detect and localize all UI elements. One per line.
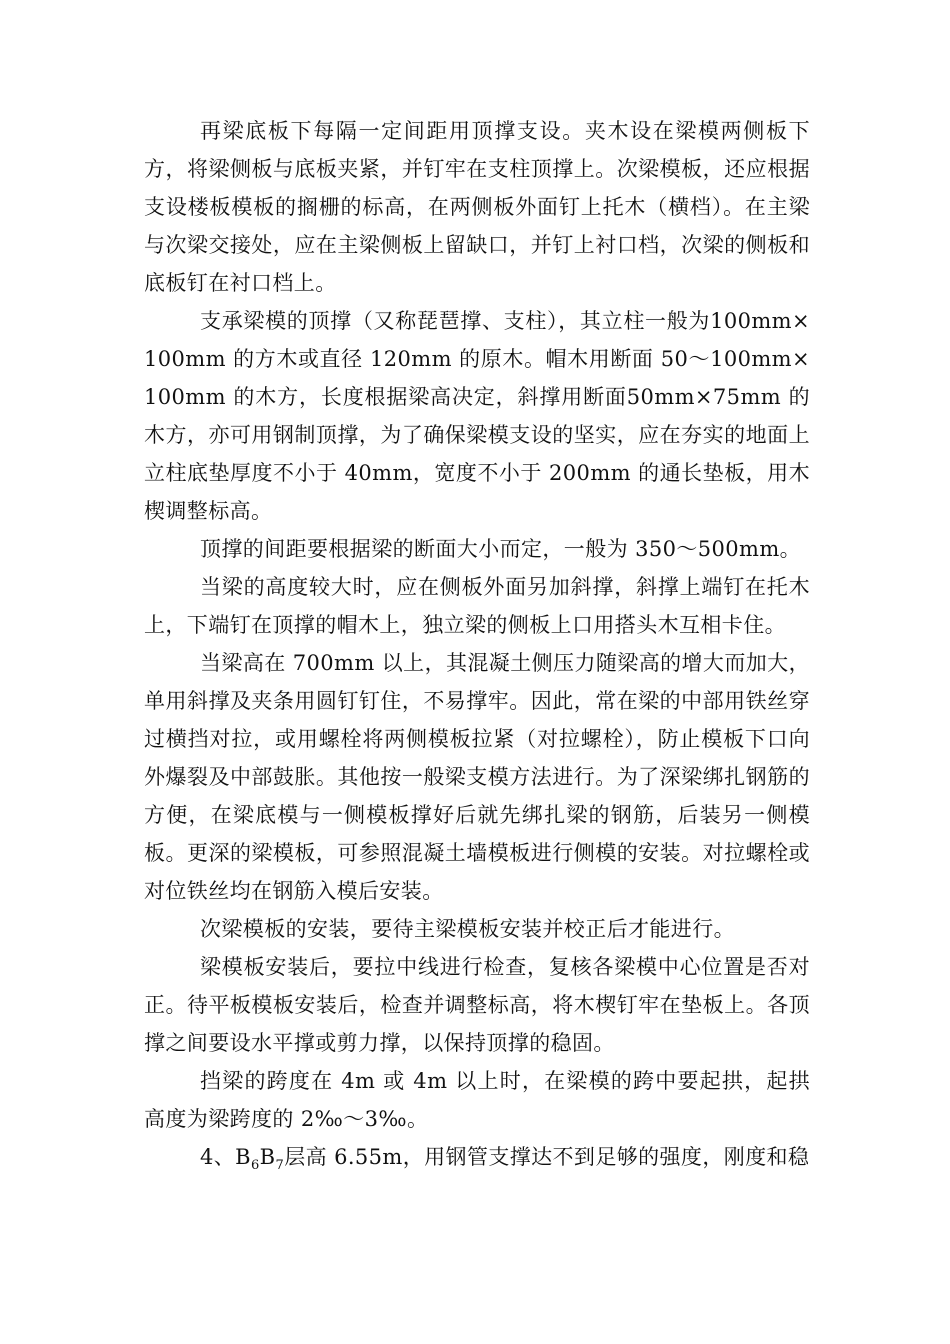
paragraph-9-mid: B: [259, 1145, 276, 1169]
paragraph-9-lead: 4、B: [200, 1145, 251, 1169]
paragraph-2: 支承梁模的顶撑（又称琵琶撑、支柱），其立柱一般为100mm×100mm 的方木或直径 120mm 的原木。帽木用断面 50～100mm×100mm 的木方，长度根据梁高决定，斜撑用断面50mm×75mm 的木方，亦可用钢制顶撑，为了确保梁模支设的坚实，应在夯实的地面上立柱底垫厚度不小于 40mm，宽度不小于 200mm 的通长垫板，用木楔调整标高。: [144, 309, 810, 523]
paragraph-8: 挡梁的跨度在 4m 或 4m 以上时，在梁模的跨中要起拱，起拱高度为梁跨度的 2‰～3‰。: [144, 1069, 810, 1131]
paragraph-9-tail: 层高 6.55m，用钢管支撑达不到足够的强度，刚度和稳: [284, 1145, 810, 1169]
paragraph-4: 当梁的高度较大时，应在侧板外面另加斜撑，斜撑上端钉在托木上，下端钉在顶撑的帽木上，独立梁的侧板上口用搭头木互相卡住。: [144, 575, 810, 637]
paragraph-1: 再梁底板下每隔一定间距用顶撑支设。夹木设在梁模两侧板下方，将梁侧板与底板夹紧，并钉牢在支柱顶撑上。次梁模板，还应根据支设楼板模板的搁栅的标高，在两侧板外面钉上托木（横档）。在主梁与次梁交接处，应在主梁侧板上留缺口，并钉上衬口档，次梁的侧板和底板钉在衬口档上。: [144, 119, 810, 295]
subscript-6: 6: [251, 1158, 260, 1174]
paragraph-3: 顶撑的间距要根据梁的断面大小而定，一般为 350～500mm。: [200, 537, 802, 561]
paragraph-9: [144, 1138, 810, 1176]
subscript-7: 7: [275, 1158, 285, 1174]
paragraph-5: 当梁高在 700mm 以上，其混凝土侧压力随梁高的增大而加大，单用斜撑及夹条用圆钉钉住，不易撑牢。因此，常在梁的中部用铁丝穿过横挡对拉，或用螺栓将两侧模板拉紧（对拉螺栓），防止模板下口向外爆裂及中部鼓胀。其他按一般梁支模方法进行。为了深梁绑扎钢筋的方便，在梁底模与一侧模板撑好后就先绑扎梁的钢筋，后装另一侧模板。更深的梁模板，可参照混凝土墙模板进行侧模的安装。对拉螺栓或对位铁丝均在钢筋入模后安装。: [144, 651, 810, 903]
paragraph-7: 梁模板安装后，要拉中线进行检查，复核各梁模中心位置是否对正。待平板模板安装后，检查并调整标高，将木楔钉牢在垫板上。各顶撑之间要设水平撑或剪力撑，以保持顶撑的稳固。: [144, 955, 810, 1055]
paragraph-6: 次梁模板的安装，要待主梁模板安装并校正后才能进行。: [200, 917, 735, 941]
